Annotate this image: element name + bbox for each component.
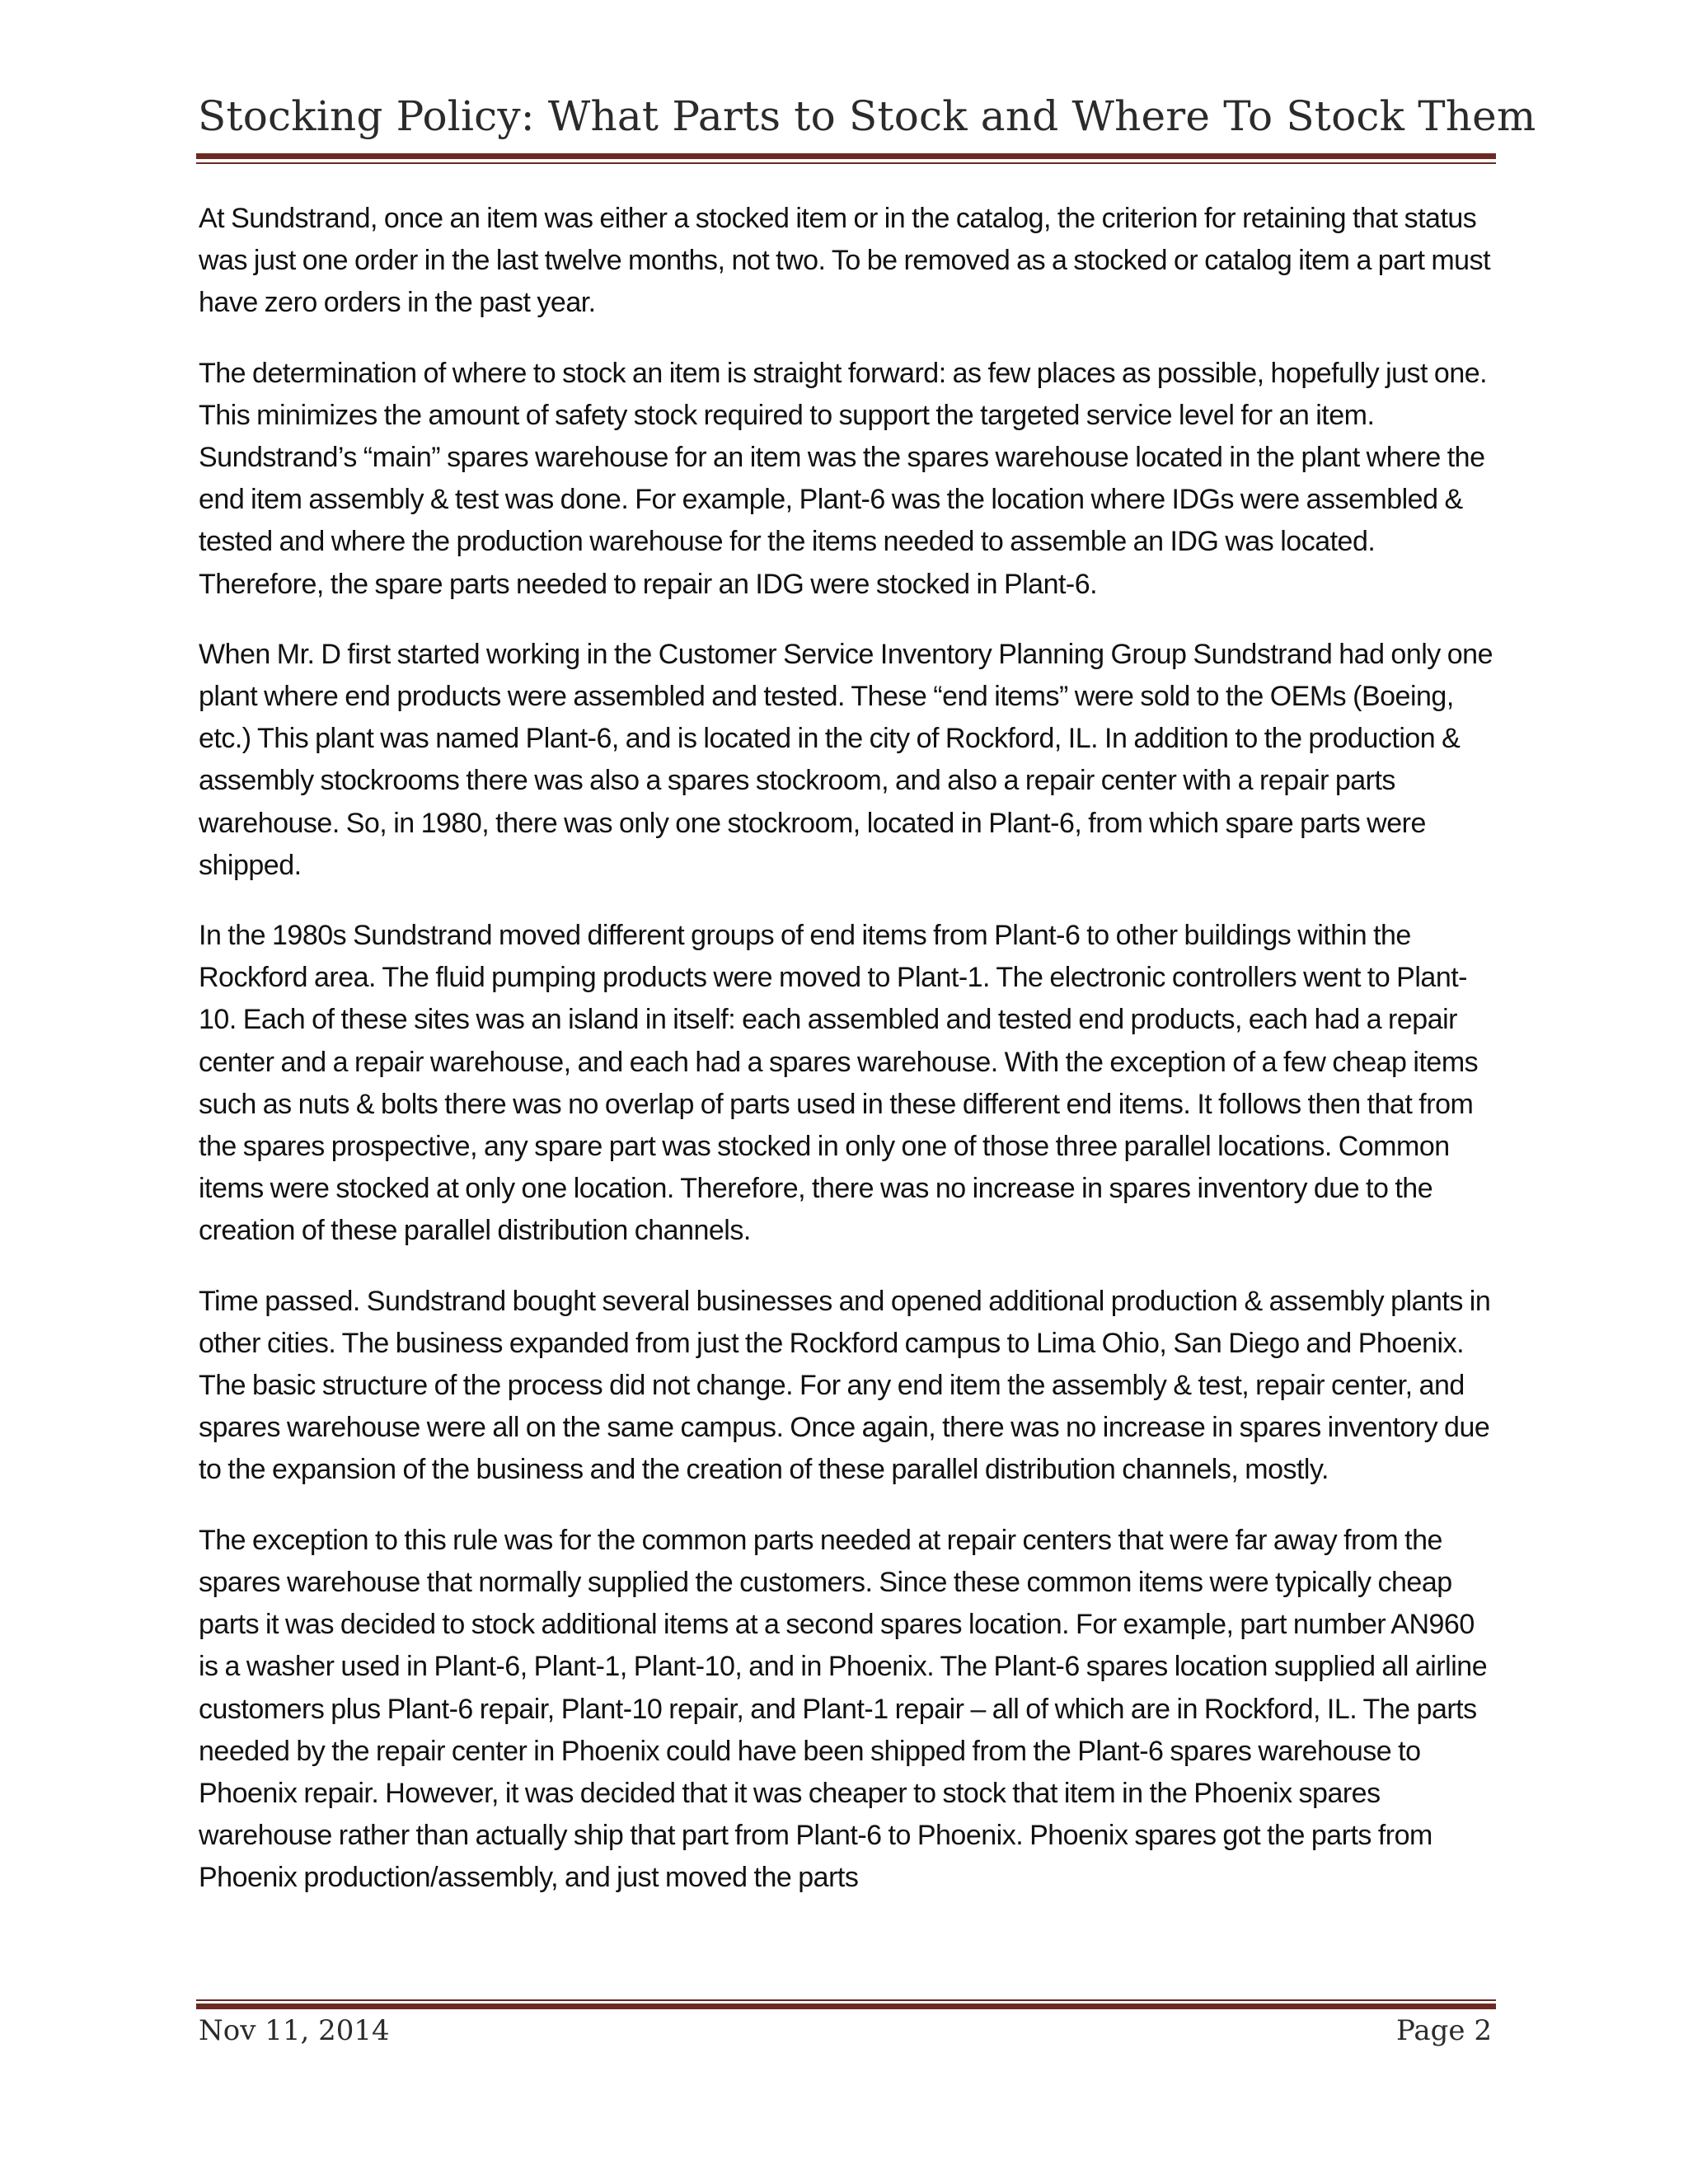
body-text bbox=[199, 198, 1499, 1928]
footer-date: Nov 11, 2014 bbox=[199, 2014, 390, 2047]
page-title: Stocking Policy: What Parts to Stock and Where To Stock Them bbox=[198, 92, 1536, 140]
header-rule-thin bbox=[196, 162, 1496, 164]
paragraph-4: In the 1980s Sundstrand moved different groups of end items from Plant-6 to other buildings within the Rockford area. The fluid pumping products were moved to Plant-1. The electronic controllers went to Plant-10. Each of these sites was an island in itself: each assembled and tested end products, each had a repair center and a repair warehouse, and each had a spares warehouse. With the exception of a few cheap items such as nuts & bolts there was no overlap of parts used in these different end items. It follows then that from the spares prospective, any spare part was stocked in only one of those three parallel locations. Common items were stocked at only one location. Therefore, there was no increase in spares inventory due to the creation of these parallel distribution channels. bbox=[199, 920, 1479, 1247]
paragraph-6: The exception to this rule was for the common parts needed at repair centers that were far away from the spares warehouse that normally supplied the customers. Since these common items were typically cheap parts it was decided to stock additional items at a second spares location. For example, part number AN960 is a washer used in Plant-6, Plant-1, Plant-10, and in Phoenix. The Plant-6 spares location supplied all airline customers plus Plant-6 repair, Plant-10 repair, and Plant-1 repair – all of which are in Rockford, IL. The parts needed by the repair center in Phoenix could have been shipped from the Plant-6 spares warehouse to Phoenix repair. However, it was decided that it was cheaper to stock that item in the Phoenix spares warehouse rather than actually ship that part from Plant-6 to Phoenix. Phoenix spares got the parts from Phoenix production/assembly, and just moved the parts bbox=[199, 1524, 1488, 1894]
paragraph-2: The determination of where to stock an item is straight forward: as few places as possible, hopefully just one. This minimizes the amount of safety stock required to support the targeted service level for an item. Sundstrand’s “main” spares warehouse for an item was the spares warehouse located in the plant where the end item assembly & test was done. For example, Plant-6 was the location where IDGs were assembled & tested and where the production warehouse for the items needed to assemble an IDG was located. Therefore, the spare parts needed to repair an IDG were stocked in Plant-6. bbox=[199, 357, 1488, 600]
footer-rule-thick bbox=[196, 2004, 1496, 2009]
paragraph-1: At Sundstrand, once an item was either a stocked item or in the catalog, the criterion for retaining that status was just one order in the last twelve months, not two. To be removed as a stocked or catalog item a part must have zero orders in the past year. bbox=[199, 203, 1491, 319]
header-rule-thick bbox=[196, 153, 1496, 159]
footer-rule-thin bbox=[196, 1999, 1496, 2001]
page-number: Page 2 bbox=[1396, 2014, 1492, 2047]
paragraph-5: Time passed. Sundstrand bought several businesses and opened additional production & assembly plants in other cities. The business expanded from just the Rockford campus to Lima Ohio, San Diego and Phoenix. The basic structure of the process did not change. For any end item the assembly & test, repair center, and spares warehouse were all on the same campus. Once again, there was no increase in spares inventory due to the expansion of the business and the creation of these parallel distribution channels, mostly. bbox=[199, 1285, 1491, 1486]
paragraph-3: When Mr. D first started working in the Customer Service Inventory Planning Group Sundstrand had only one plant where end products were assembled and tested. These “end items” were sold to the OEMs (Boeing, etc.) This plant was named Plant-6, and is located in the city of Rockford, IL. In addition to the production & assembly stockrooms there was also a spares stockroom, and also a repair center with a repair parts warehouse. So, in 1980, there was only one stockroom, located in Plant-6, from which spare parts were shipped. bbox=[199, 638, 1493, 881]
